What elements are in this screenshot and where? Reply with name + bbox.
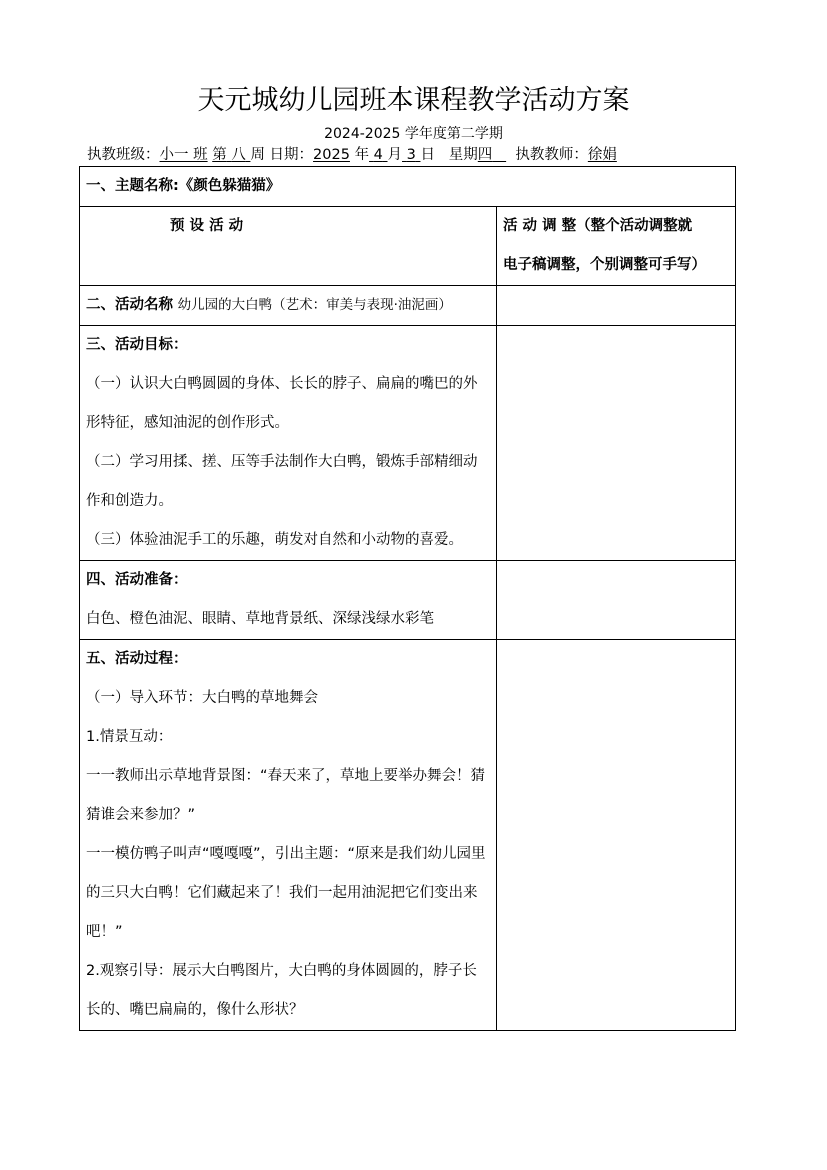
prep-adjust-cell xyxy=(497,561,736,640)
goal-item: （二）学习用揉、搓、压等手法制作大白鸭，锻炼手部精细动作和创造力。 xyxy=(86,454,478,509)
weekday-value: 四 xyxy=(477,147,493,163)
process-item: 一一教师出示草地背景图：“春天来了，草地上要举办舞会！猜猜谁会来参加？” xyxy=(86,768,486,823)
goals-adjust-cell xyxy=(497,326,736,561)
preset-activity-header: 预 设 活 动 xyxy=(80,207,497,286)
theme-cell: 一、主题名称:《颜色躲猫猫》 xyxy=(80,167,736,207)
week-value: 八 xyxy=(231,147,246,163)
goals-cell xyxy=(80,326,497,561)
page-title: 天元城幼儿园班本课程教学活动方案 xyxy=(197,85,630,116)
date-year: 2025 xyxy=(313,147,350,163)
prep-value: 白色、橙色油泥、眼睛、草地背景纸、深绿浅绿水彩笔 xyxy=(86,611,434,627)
month-unit: 月 xyxy=(387,147,403,163)
date-month: 4 xyxy=(373,147,383,163)
process-item: （一）导入环节：大白鸭的草地舞会 xyxy=(86,690,318,706)
year-unit: 年 xyxy=(354,147,370,163)
weekday-label: 星期 xyxy=(448,147,478,163)
day-unit: 日 xyxy=(420,147,435,163)
prep-cell xyxy=(80,561,497,640)
date-day: 3 xyxy=(406,147,416,163)
activity-name-label: 二、活动名称 xyxy=(86,297,173,313)
teacher-value: 徐娟 xyxy=(587,147,617,163)
process-adjust-cell xyxy=(497,640,736,1031)
adjustment-header: 活 动 调 整（整个活动调整就 电子稿调整，个别调整可手写） xyxy=(497,207,736,286)
info-line xyxy=(87,145,617,165)
date-label: 日期： xyxy=(269,147,314,163)
semester-subtitle: 2024-2025 学年度第二学期 xyxy=(324,126,503,142)
activity-name-value: 幼儿园的大白鸭（艺术：审美与表现·油泥画） xyxy=(177,297,452,313)
activity-name-cell xyxy=(80,286,497,326)
goal-item: （三）体验油泥手工的乐趣，萌发对自然和小动物的喜爱。 xyxy=(86,532,463,548)
class-label: 执教班级： xyxy=(87,147,160,163)
goal-item: （一）认识大白鸭圆圆的身体、长长的脖子、扁扁的嘴巴的外形特征，感知油泥的创作形式。 xyxy=(86,376,478,431)
process-cell xyxy=(80,640,497,1031)
goals-label: 三、活动目标： xyxy=(86,337,188,353)
class-value: 小一 班 xyxy=(159,147,208,163)
process-item: 2.观察引导：展示大白鸭图片，大白鸭的身体圆圆的，脖子长长的、嘴巴扁扁的，像什么形状？ xyxy=(86,963,477,1018)
teacher-label: 执教教师： xyxy=(515,147,588,163)
prep-label: 四、活动准备： xyxy=(86,572,188,588)
process-item: 1.情景互动： xyxy=(86,729,173,745)
activity-name-adjust-cell xyxy=(497,286,736,326)
process-label: 五、活动过程： xyxy=(86,651,188,667)
week-label-post: 周 xyxy=(250,147,265,163)
week-label-pre: 第 xyxy=(212,147,227,163)
process-item: 一一模仿鸭子叫声“嘎嘎嘎”，引出主题：“原来是我们幼儿园里的三只大白鸭！它们藏起来了！我们一起用油泥把它们变出来吧！” xyxy=(86,846,486,940)
activity-plan-table xyxy=(79,166,736,1031)
